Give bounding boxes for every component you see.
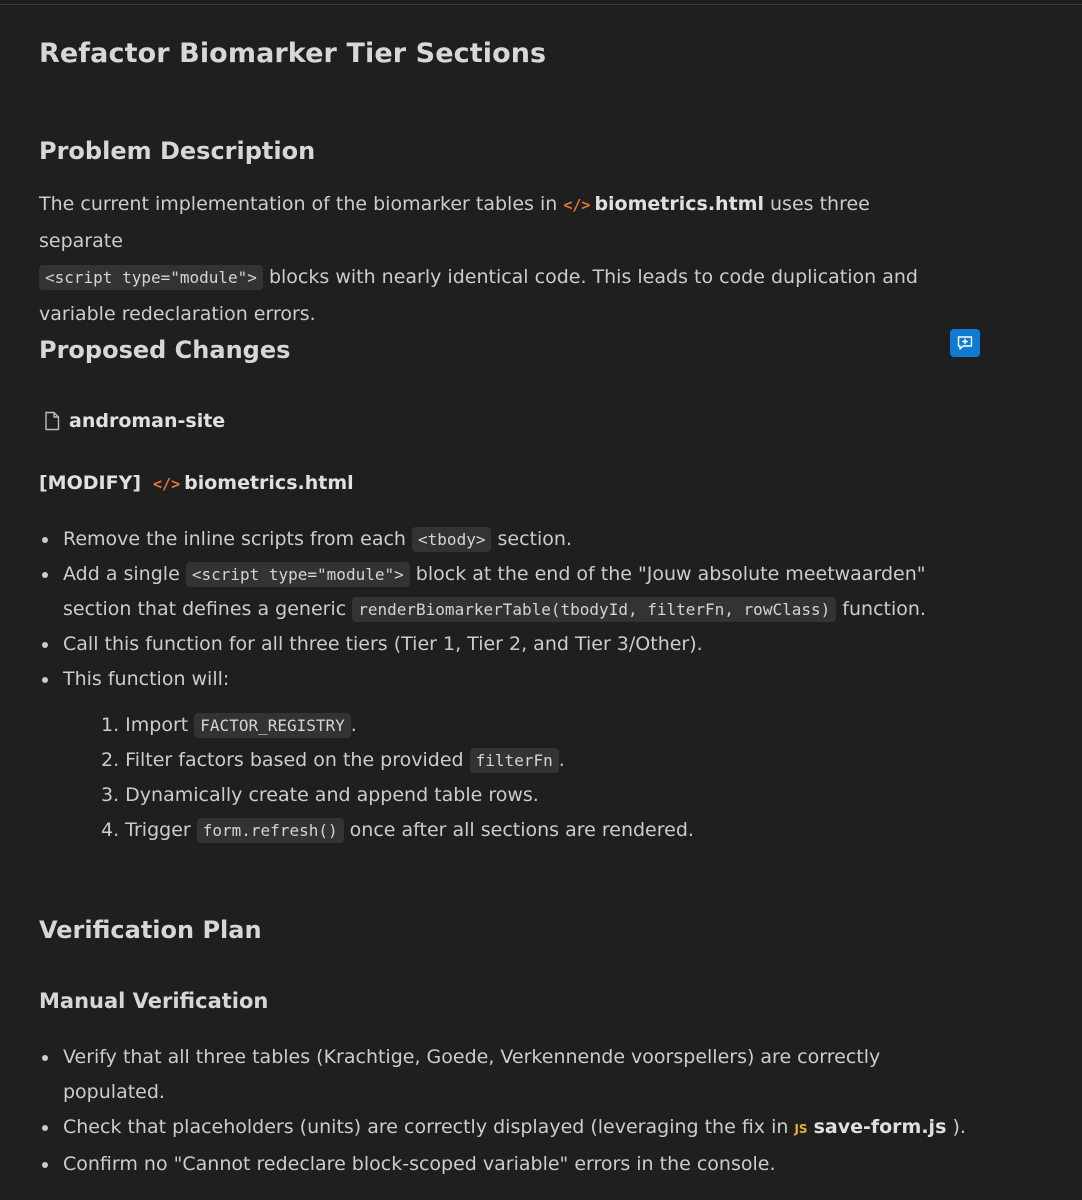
file-link-label: biometrics.html bbox=[184, 472, 354, 494]
html-file-icon: </> bbox=[563, 196, 591, 214]
list-text: once after all sections are rendered. bbox=[349, 819, 694, 841]
proposed-heading: Proposed Changes bbox=[39, 336, 291, 364]
list-text: ). bbox=[952, 1116, 966, 1138]
inline-code: <script type="module"> bbox=[186, 562, 410, 587]
inline-code: <script type="module"> bbox=[39, 265, 263, 290]
problem-paragraph bbox=[39, 186, 959, 332]
list-text: Remove the inline scripts from each bbox=[63, 528, 406, 550]
add-comment-icon bbox=[956, 334, 974, 352]
steps-list bbox=[101, 708, 694, 848]
list-item bbox=[39, 1147, 979, 1182]
problem-text-3: blocks with nearly identical code. This leads to code duplication and variable redeclaration errors. bbox=[39, 266, 918, 325]
list-text: 3. Dynamically create and append table rows. bbox=[101, 784, 539, 806]
file-link-label: biometrics.html bbox=[594, 193, 764, 215]
list-text: Add a single bbox=[63, 563, 180, 585]
js-file-icon: JS bbox=[794, 1122, 808, 1136]
list-text: This function will: bbox=[63, 668, 230, 690]
changes-list bbox=[39, 522, 979, 697]
inline-code: renderBiomarkerTable(tbodyId, filterFn, rowClass) bbox=[352, 597, 836, 622]
list-text: 1. Import bbox=[101, 714, 189, 736]
list-item bbox=[101, 708, 694, 743]
add-comment-button[interactable] bbox=[950, 329, 980, 357]
list-text: Confirm no "Cannot redeclare block-scoped variable" errors in the console. bbox=[63, 1153, 776, 1175]
list-text: 4. Trigger bbox=[101, 819, 191, 841]
list-item bbox=[39, 627, 979, 662]
list-text: 2. Filter factors based on the provided bbox=[101, 749, 464, 771]
modify-tag: [MODIFY] bbox=[39, 472, 142, 494]
verification-list bbox=[39, 1040, 979, 1182]
modify-row bbox=[39, 472, 354, 494]
list-text: . bbox=[558, 749, 565, 771]
html-file-icon: </> bbox=[153, 475, 181, 493]
top-divider bbox=[0, 4, 1082, 5]
list-text: Check that placeholders (units) are correctly displayed (leveraging the fix in bbox=[63, 1116, 789, 1138]
folder-row bbox=[43, 410, 225, 432]
list-item bbox=[101, 813, 694, 848]
page-title: Refactor Biomarker Tier Sections bbox=[39, 38, 547, 69]
manual-verification-heading: Manual Verification bbox=[39, 989, 269, 1013]
list-item bbox=[39, 557, 979, 627]
file-link-biometrics-modify[interactable] bbox=[153, 472, 354, 494]
list-item bbox=[39, 1040, 979, 1110]
inline-code: FACTOR_REGISTRY bbox=[194, 713, 351, 738]
inline-code: form.refresh() bbox=[197, 818, 344, 843]
list-text: section. bbox=[497, 528, 572, 550]
problem-text-1: The current implementation of the biomarker tables in bbox=[39, 193, 558, 215]
file-icon bbox=[43, 411, 61, 431]
list-text: function. bbox=[842, 598, 926, 620]
file-link-label: save-form.js bbox=[813, 1116, 947, 1138]
inline-code: filterFn bbox=[470, 748, 559, 773]
list-item bbox=[39, 662, 979, 697]
verification-heading: Verification Plan bbox=[39, 916, 262, 944]
folder-name: androman-site bbox=[69, 410, 226, 432]
list-item bbox=[39, 522, 979, 557]
list-text: block at the end of the "Jouw absolute meetwaarden" section that defines a generic bbox=[63, 563, 926, 620]
list-item bbox=[101, 743, 694, 778]
list-text: . bbox=[350, 714, 357, 736]
inline-code: <tbody> bbox=[412, 527, 491, 552]
list-item bbox=[39, 1110, 979, 1147]
problem-heading: Problem Description bbox=[39, 137, 316, 165]
list-item bbox=[101, 778, 694, 813]
file-link-biometrics[interactable] bbox=[563, 193, 764, 215]
list-text: Call this function for all three tiers (Tier 1, Tier 2, and Tier 3/Other). bbox=[63, 633, 703, 655]
list-text: Verify that all three tables (Krachtige, Goede, Verkennende voorspellers) are correctly populated. bbox=[63, 1046, 881, 1103]
problem-text-2: uses three separate bbox=[39, 193, 870, 252]
file-link-save-form[interactable] bbox=[794, 1116, 946, 1138]
